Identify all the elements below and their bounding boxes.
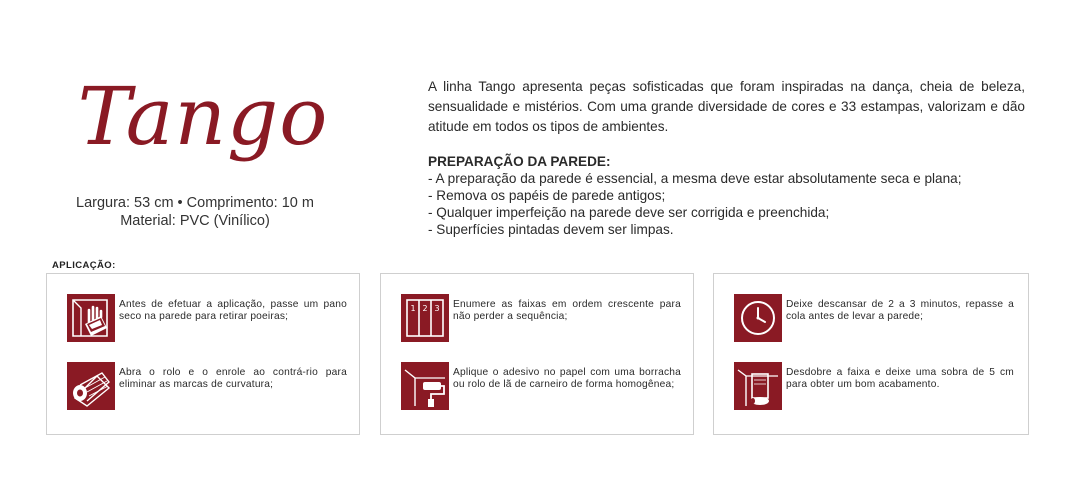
preparation-title: PREPARAÇÃO DA PAREDE: [428, 154, 611, 169]
application-card-1 [46, 273, 360, 435]
step-text: Deixe descansar de 2 a 3 minutos, repasse a cola antes de levar a parede; [786, 299, 1014, 322]
numbered-strips-icon [401, 294, 449, 342]
paint-roller-icon [401, 362, 449, 410]
preparation-item: - Qualquer imperfeição na parede deve ser corrigida e preenchida; [428, 205, 830, 220]
specs-dimensions: Largura: 53 cm • Comprimento: 10 m [76, 195, 314, 211]
step-text: Desdobre a faixa e deixe uma sobra de 5 cm para obter um bom acabamento. [786, 367, 1014, 390]
preparation-item: - Remova os papéis de parede antigos; [428, 188, 666, 203]
clock-icon [734, 294, 782, 342]
step-text: Abra o rolo e o enrole ao contrá-rio para eliminar as marcas de curvatura; [119, 367, 347, 390]
preparation-section [428, 153, 1048, 238]
intro-paragraph: A linha Tango apresenta peças sofisticadas que foram inspiradas na dança, cheia de beleza, sensualidade e mistérios. Com uma grande diversidade de cores e 33 estampas, valorizam e dão atitude em todos os tipos de ambientes. [428, 79, 1025, 134]
unfold-strip-icon [734, 362, 782, 410]
preparation-item: - Superfícies pintadas devem ser limpas. [428, 222, 674, 237]
step-text: Aplique o adesivo no papel com uma borracha ou rolo de lã de carneiro de forma homogênea; [453, 367, 681, 390]
step-text: Antes de efetuar a aplicação, passe um pano seco na parede para retirar poeiras; [119, 299, 347, 322]
application-step [734, 294, 1014, 344]
paper-roll-icon [67, 362, 115, 410]
brand-logo: Tango [77, 70, 329, 163]
specs-material: Material: PVC (Vinílico) [120, 213, 270, 229]
preparation-item: - A preparação da parede é essencial, a mesma deve estar absolutamente seca e plana; [428, 171, 962, 186]
strip-number: 3 [434, 304, 440, 313]
strip-number: 1 [410, 304, 416, 313]
application-card-2 [380, 273, 694, 435]
application-step [67, 362, 347, 412]
strip-number: 2 [422, 304, 428, 313]
application-step [734, 362, 1014, 412]
application-step [401, 294, 681, 344]
hand-cloth-wall-icon [67, 294, 115, 342]
application-step [401, 362, 681, 412]
application-title: APLICAÇÃO: [52, 260, 116, 271]
step-text: Enumere as faixas em ordem crescente para não perder a sequência; [453, 299, 681, 322]
product-specs [40, 194, 350, 230]
application-step [67, 294, 347, 344]
application-card-3 [713, 273, 1029, 435]
